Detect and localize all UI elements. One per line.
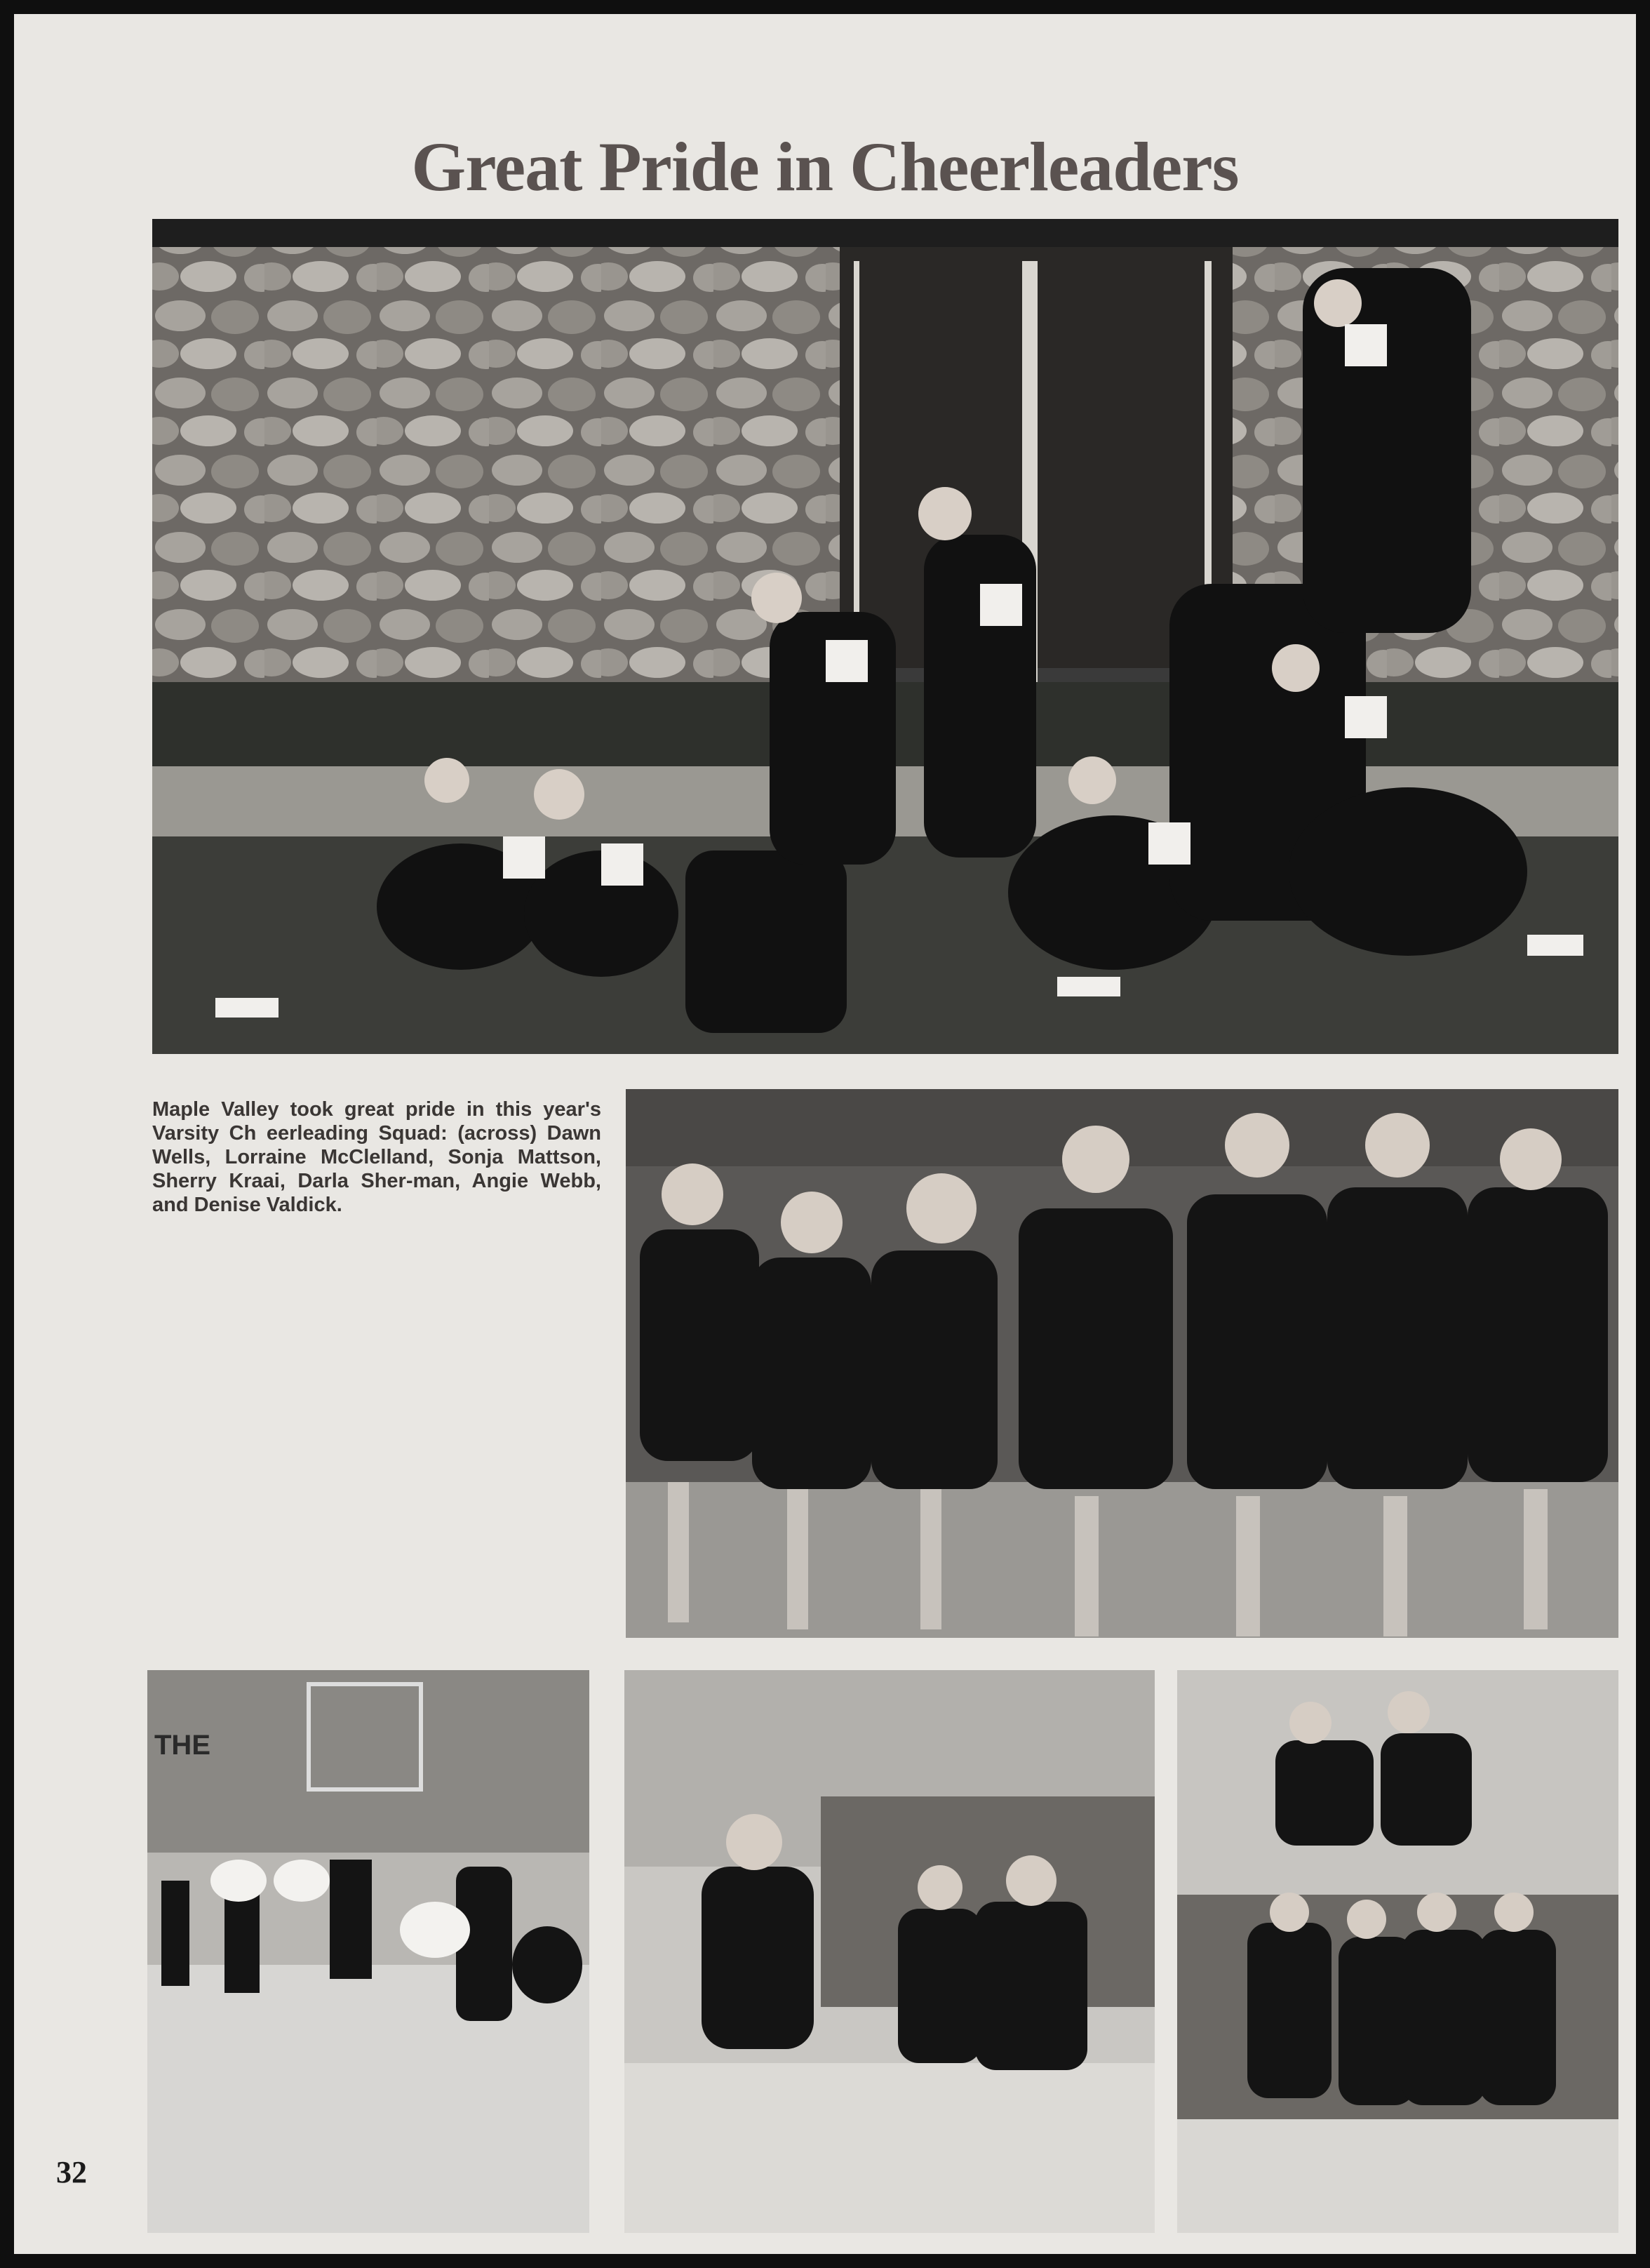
page-number: 32 xyxy=(56,2155,87,2189)
yearbook-page xyxy=(14,14,1636,2254)
photo-caption: Maple Valley took great pride in this year's Varsity Ch eerleading Squad: (across) Dawn Wells, Lorraine McClelland, Sonja Mattson, Sherry Kraai, Darla Sher-man, Angie Webb, and Denise Valdick. xyxy=(152,1098,601,1216)
photo-cheerleaders-standing xyxy=(624,1670,1155,2233)
page-title: Great Pride in Cheerleaders xyxy=(411,128,1239,206)
photo-cheerleaders-pompoms xyxy=(147,1670,589,2233)
photo-cheerleaders-stunt xyxy=(1177,1670,1618,2233)
photo-cheerleader-pyramid xyxy=(152,219,1618,1054)
photo-cheerleaders-gym-line xyxy=(626,1089,1618,1638)
wall-text: THE xyxy=(154,1730,210,1761)
